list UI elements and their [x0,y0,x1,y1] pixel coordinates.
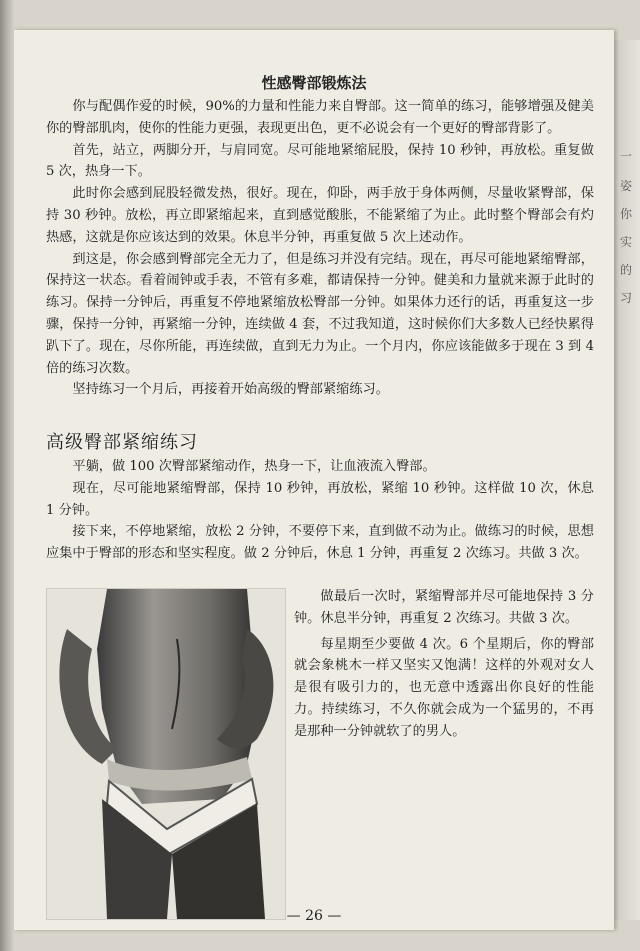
torso-illustration [47,589,285,919]
bleed-through-char: 的 [620,263,633,277]
advanced-paragraph: 现在，尽可能地紧缩臀部，保持 10 秒钟，再放松，紧缩 10 秒钟。这样做 10 次，休息 1 分钟。 [46,480,594,518]
book-page [14,30,614,930]
intro-paragraph: 首先，站立，两脚分开，与肩同宽。尽可能地紧缩屁股，保持 10 秒钟，再放松。重复做 5 次，热身一下。 [46,142,594,180]
scan-left-edge [0,0,14,951]
advanced-paragraph: 接下来，不停地紧缩，放松 2 分钟，不要停下来，直到做不动为止。做练习的时候，思想应集中于臀部的形态和坚实程度。做 2 分钟后，休息 1 分钟，再重复 2 次练习。共做 3 次。 [46,524,594,562]
advanced-paragraph: 平躺，做 100 次臀部紧缩动作，热身一下，让血液流入臀部。 [72,459,436,474]
side-paragraph: 每星期至少要做 4 次。6 个星期后，你的臀部就会象桃木一样又坚实又饱满！这样的外观对女人是很有吸引力的，也无意中透露出你良好的性能力。持续练习，不久你就会成为一个猛男的，不再是那种一分钟就软了的男人。 [294,636,594,739]
bleed-through-char: 姿 [620,179,633,193]
intro-paragraph: 坚持练习一个月后，再接着开始高级的臀部紧缩练习。 [72,382,389,398]
intro-paragraph: 到这是，你会感到臀部完全无力了，但是练习并没有完结。现在，再尽可能地紧缩臀部，保持这一状态。看着闹钟或手表，不管有多难，都请保持一分钟。健美和力量就来源于此时的练习。保持一分钟后，再重复不停地紧缩放松臀部一分钟。如果体力还行的话，再重复这一步骤，保持一分钟，再紧缩一分钟，连续做 4 套，不过我知道，这时候你们大多数人已经快累得趴下了。现在，尽你所能，再连续做，直到无力为止。一个月内，你应该能做多于现在 3 到 4 倍的练习次数。 [46,251,594,376]
page-stack-edge [612,40,640,920]
torso-photo [46,588,286,920]
intro-paragraph: 此时你会感到屁股轻微发热，很好。现在，仰卧，两手放于身体两侧，尽量收紧臀部，保持 30 秒钟。放松，再立即紧缩起来，直到感觉酸胀，不能紧缩了为止。此时整个臀部会有灼热感，这就是你应该达到的效果。休息半分钟，再重复做 5 次上述动作。 [46,186,594,245]
page-number: — 26 — [286,908,342,924]
bleed-through-char: 一 [620,149,633,163]
side-paragraph: 做最后一次时，紧缩臀部并尽可能地保持 3 分钟。休息半分钟，再重复 2 次练习。共做 3 次。 [294,589,594,626]
page-title: 性感臀部锻炼法 [261,74,367,92]
side-text [294,586,594,747]
bleed-through-char: 你 [620,207,633,221]
bleed-through-char: 习 [620,291,633,305]
section-heading: 高级臀部紧缩练习 [46,432,198,453]
intro-paragraph: 你与配偶作爱的时候，90%的力量和性能力来自臀部。这一简单的练习，能够增强及健美你的臀部肌肉，使你的性能力更强，表现更出色，更不必说会有一个更好的臀部背影了。 [46,99,594,136]
advanced-section [46,456,594,565]
bleed-through-char: 实 [620,235,633,249]
intro-section [46,96,594,401]
